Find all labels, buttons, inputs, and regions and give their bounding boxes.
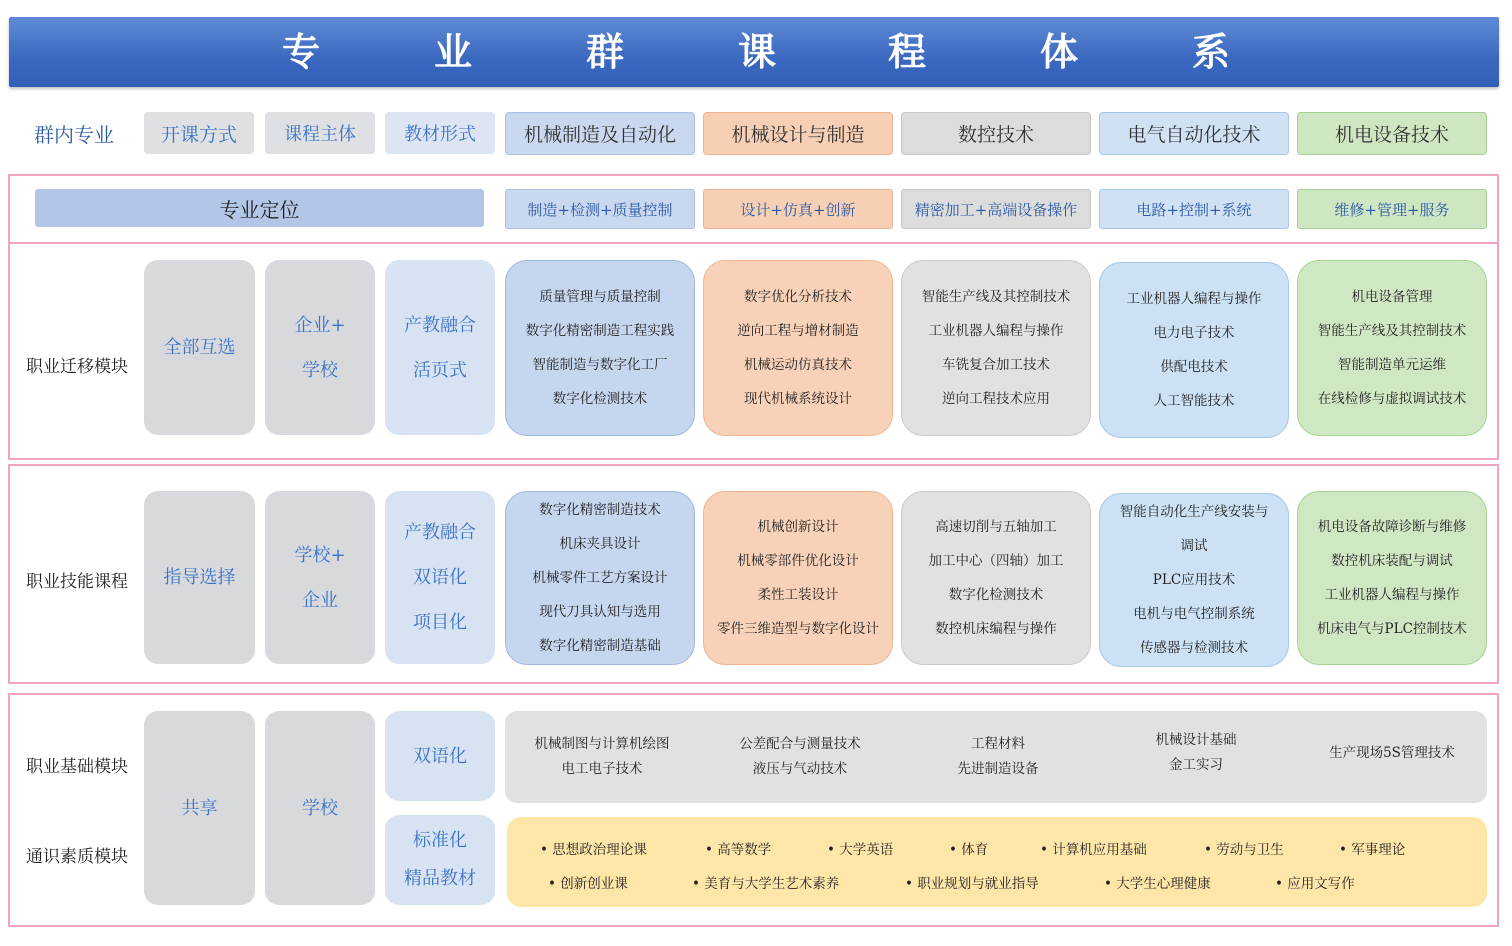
course-item: 金工实习 <box>1169 757 1223 773</box>
skills-material-line: 双语化 <box>413 567 467 588</box>
course-item: 零件三维造型与数字化设计 <box>717 621 879 637</box>
course-item: 数字化精密制造工程实践 <box>525 323 675 339</box>
career-subject-line: 企业+ <box>294 314 346 336</box>
foundation-material-line: 精品教材 <box>404 868 476 889</box>
course-item: 工程材料 <box>971 736 1025 752</box>
major-electromechanical: 机电设备技术 <box>1297 112 1487 155</box>
skills-courses-manufacturing <box>505 491 695 665</box>
career-module-label: 职业迁移模块 <box>26 357 128 377</box>
course-item: 数字化精密制造基础 <box>539 638 661 654</box>
skills-subject <box>265 491 375 664</box>
course-item: 先进制造设备 <box>957 761 1039 777</box>
course-item: 智能制造单元运维 <box>1338 357 1446 373</box>
career-courses-electrical <box>1099 262 1289 438</box>
title-char: 程 <box>887 29 926 74</box>
course-item: 电工电子技术 <box>561 761 643 777</box>
general-course-item: • 美育与大学生艺术素养 <box>692 876 840 892</box>
course-item: 数字化精密制造技术 <box>539 502 661 518</box>
skills-courses-design <box>703 491 893 665</box>
course-item: 数字化检测技术 <box>552 391 648 407</box>
major-mechanical-design: 机械设计与制造 <box>703 112 893 155</box>
general-course-item: • 劳动与卫生 <box>1204 842 1284 858</box>
course-item: 机床电气与PLC控制技术 <box>1317 621 1467 637</box>
course-item: 现代机械系统设计 <box>744 391 852 407</box>
course-item: 高速切削与五轴加工 <box>935 519 1057 535</box>
course-item: 工业机器人编程与操作 <box>928 323 1064 339</box>
title-char: 群 <box>585 29 624 74</box>
career-subject <box>265 260 375 435</box>
general-course-item: • 高等数学 <box>705 842 772 858</box>
course-item: PLC应用技术 <box>1152 572 1236 588</box>
foundation-material-text: 双语化 <box>413 745 467 767</box>
foundation-module-label: 职业基础模块 <box>26 757 128 777</box>
foundation-material-top <box>385 711 495 801</box>
dim-material-form: 教材形式 <box>385 112 495 154</box>
skills-material-line: 项目化 <box>413 612 467 633</box>
group-majors-label: 群内专业 <box>34 123 114 147</box>
course-item: 逆向工程技术应用 <box>942 391 1050 407</box>
general-course-item: • 体育 <box>949 842 989 858</box>
skills-module-label: 职业技能课程 <box>26 572 128 592</box>
positioning-label: 专业定位 <box>35 189 484 227</box>
course-item: 人工智能技术 <box>1153 393 1235 409</box>
course-item: 智能生产线及其控制技术 <box>921 289 1071 305</box>
general-course-item: • 创新创业课 <box>548 876 628 892</box>
foundation-courses-box <box>505 711 1487 803</box>
positioning-item: 维修+管理+服务 <box>1297 189 1487 229</box>
general-course-item: • 大学生心理健康 <box>1104 876 1211 892</box>
course-item: 加工中心（四轴）加工 <box>928 553 1064 569</box>
course-item: 机电设备管理 <box>1351 289 1433 305</box>
positioning-item: 设计+仿真+创新 <box>703 189 893 229</box>
title-char: 业 <box>433 29 472 74</box>
title-bar <box>9 17 1499 87</box>
career-courses-design <box>703 260 893 436</box>
positioning-item: 电路+控制+系统 <box>1099 189 1289 229</box>
foundation-course-group <box>1295 707 1489 799</box>
foundation-course-group <box>505 711 699 803</box>
major-electrical-automation: 电气自动化技术 <box>1099 112 1289 155</box>
course-item: 智能自动化生产线安装与 <box>1119 504 1269 520</box>
skills-mode <box>144 491 255 664</box>
major-cnc: 数控技术 <box>901 112 1091 155</box>
career-courses-manufacturing <box>505 260 695 436</box>
course-item: 在线检修与虚拟调试技术 <box>1317 391 1467 407</box>
general-course-item: • 职业规划与就业指导 <box>905 876 1039 892</box>
course-item: 机械创新设计 <box>757 519 839 535</box>
general-course-item: • 计算机应用基础 <box>1040 842 1147 858</box>
course-item: 数字优化分析技术 <box>744 289 852 305</box>
career-courses-cnc <box>901 260 1091 436</box>
title-char: 体 <box>1039 29 1078 74</box>
dim-course-subject: 课程主体 <box>265 112 375 154</box>
general-course-item: • 应用文写作 <box>1275 876 1355 892</box>
course-item: 机电设备故障诊断与维修 <box>1317 519 1467 535</box>
general-course-item: • 军事理论 <box>1339 842 1406 858</box>
course-item: 调试 <box>1180 538 1208 554</box>
title-char: 课 <box>737 29 776 74</box>
course-item: 机械零部件优化设计 <box>737 553 859 569</box>
course-item: 数控机床编程与操作 <box>935 621 1057 637</box>
course-item: 机械设计基础 <box>1155 732 1237 748</box>
skills-material <box>385 491 495 664</box>
foundation-material-bottom <box>385 815 495 905</box>
course-item: 液压与气动技术 <box>752 761 848 777</box>
course-item: 机械零件工艺方案设计 <box>532 570 668 586</box>
career-mode <box>144 260 255 435</box>
career-material <box>385 260 495 435</box>
foundation-course-group <box>901 711 1095 803</box>
skills-subject-line: 企业 <box>302 589 338 611</box>
course-item: 数控机床装配与调试 <box>1331 553 1453 569</box>
skills-subject-line: 学校+ <box>294 544 346 566</box>
course-item: 车铣复合加工技术 <box>942 357 1050 373</box>
general-courses-box <box>507 817 1487 907</box>
skills-material-line: 产教融合 <box>404 522 476 543</box>
course-item: 机床夹具设计 <box>559 536 641 552</box>
course-item: 机械运动仿真技术 <box>744 357 852 373</box>
course-item: 智能生产线及其控制技术 <box>1317 323 1467 339</box>
course-item: 电力电子技术 <box>1153 325 1235 341</box>
course-item: 工业机器人编程与操作 <box>1324 587 1460 603</box>
general-module-label: 通识素质模块 <box>26 847 128 867</box>
course-item: 现代刀具认知与选用 <box>539 604 661 620</box>
course-item: 质量管理与质量控制 <box>539 289 661 305</box>
foundation-material-line: 标准化 <box>413 830 467 851</box>
title-char: 系 <box>1191 29 1230 74</box>
dim-teaching-mode: 开课方式 <box>144 112 254 154</box>
skills-courses-electromechanical <box>1297 491 1487 665</box>
course-item: 生产现场5S管理技术 <box>1329 744 1455 761</box>
course-item: 电机与电气控制系统 <box>1133 606 1255 622</box>
foundation-subject <box>265 711 375 905</box>
general-course-item: • 大学英语 <box>827 842 894 858</box>
course-item: 逆向工程与增材制造 <box>737 323 859 339</box>
course-item: 柔性工装设计 <box>757 587 839 603</box>
career-courses-electromechanical <box>1297 260 1487 436</box>
positioning-item: 精密加工+高端设备操作 <box>901 189 1091 229</box>
career-mode-text: 全部互选 <box>163 337 236 358</box>
skills-mode-text: 指导选择 <box>163 567 236 588</box>
course-item: 智能制造与数字化工厂 <box>532 357 668 373</box>
career-material-line: 产教融合 <box>404 314 476 336</box>
course-item: 工业机器人编程与操作 <box>1126 291 1262 307</box>
foundation-subject-text: 学校 <box>302 797 338 819</box>
skills-courses-cnc <box>901 491 1091 665</box>
course-item: 供配电技术 <box>1160 359 1228 375</box>
positioning-item: 制造+检测+质量控制 <box>505 189 695 229</box>
general-course-item: • 思想政治理论课 <box>540 842 647 858</box>
foundation-course-group <box>703 711 897 803</box>
career-material-line: 活页式 <box>413 359 467 381</box>
major-mechanical-manufacturing: 机械制造及自动化 <box>505 112 695 155</box>
course-item: 数字化检测技术 <box>948 587 1044 603</box>
course-item: 传感器与检测技术 <box>1140 640 1248 656</box>
course-item: 机械制图与计算机绘图 <box>534 736 670 752</box>
foundation-mode <box>144 711 255 905</box>
foundation-course-group <box>1099 707 1293 799</box>
skills-courses-electrical <box>1099 493 1289 667</box>
career-subject-line: 学校 <box>302 359 338 381</box>
course-item: 公差配合与测量技术 <box>739 736 861 752</box>
foundation-mode-text: 共享 <box>181 797 218 819</box>
title-char: 专 <box>281 29 320 74</box>
